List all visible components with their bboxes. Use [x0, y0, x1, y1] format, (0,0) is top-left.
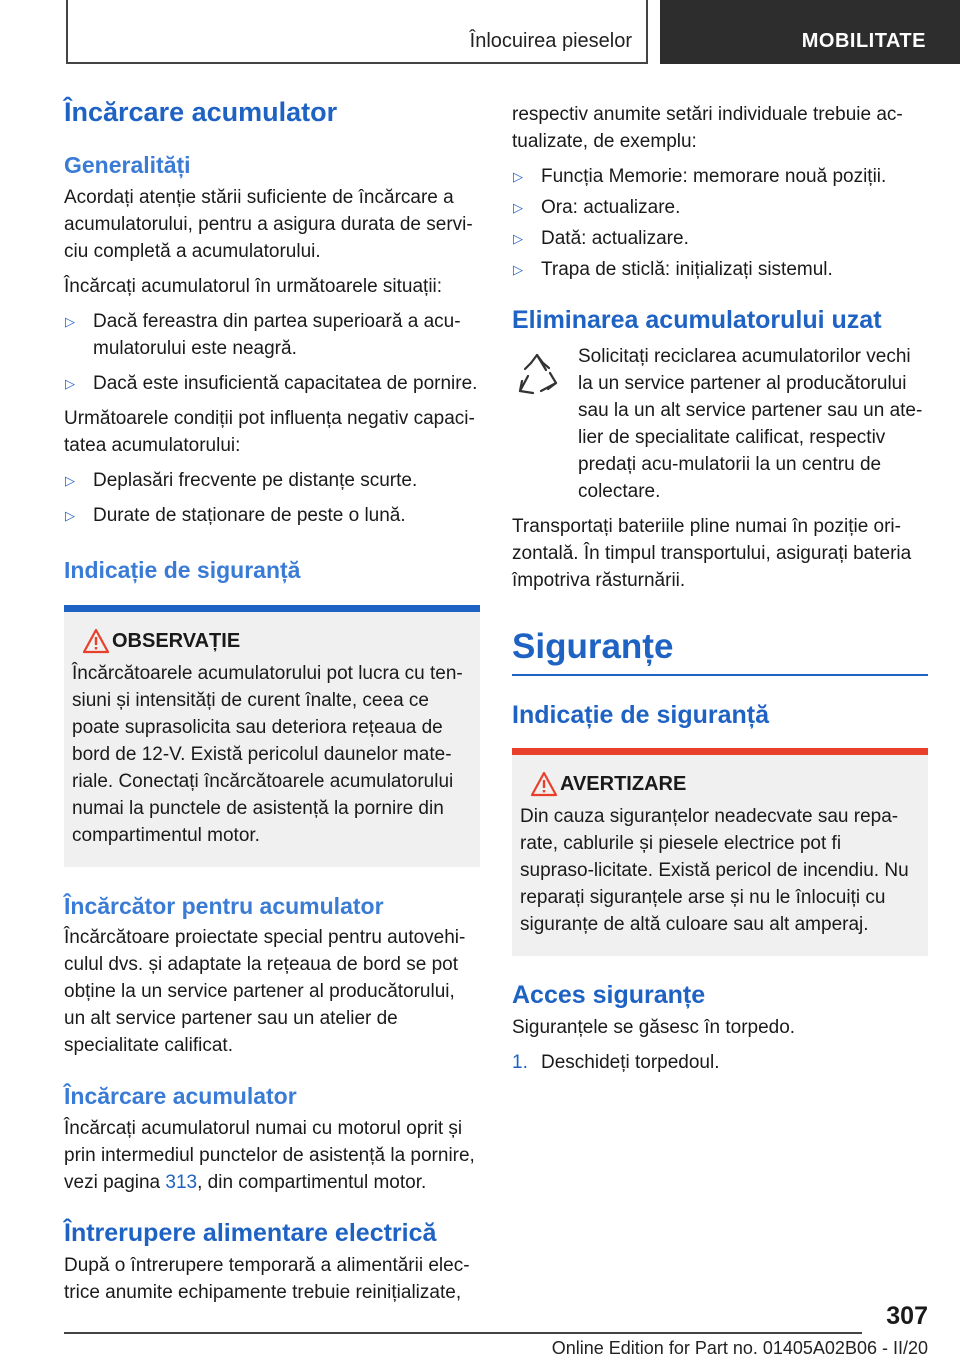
warning-triangle-icon	[530, 771, 558, 797]
step-number: 1.	[512, 1052, 528, 1073]
continued-text: respectiv anumite setări individuale trebuie ac-tualizate, de exemplu:	[512, 104, 903, 152]
list-item: ▷ Dată: actualizare.	[512, 225, 928, 252]
fuses-safety-heading: Indicație de siguranță	[512, 701, 770, 729]
charge-situations-list	[64, 308, 480, 397]
footer-rule	[64, 1332, 862, 1334]
warning-triangle-icon	[82, 628, 110, 654]
disposal-text-2: Transportați bateriile pline numai în poziție ori-zontală. În timpul transportului, asigurați bateria împotriva răsturnării.	[512, 516, 912, 591]
list-item: ▷ Dacă este insuficientă capacitatea de pornire.	[64, 370, 480, 397]
triangle-bullet-icon: ▷	[513, 231, 523, 246]
charger-heading: Încărcător pentru acumulator	[64, 892, 384, 919]
warning-box	[512, 748, 928, 956]
right-column	[512, 96, 928, 1076]
interrupt-text: După o întrerupere temporară a alimentării elec-trice anumite echipamente trebuie reinițializate,	[64, 1254, 470, 1303]
reset-settings-list	[512, 163, 928, 283]
list-item: ▷ Funcția Memorie: memorare nouă poziții.	[512, 163, 928, 190]
disposal-block	[512, 343, 928, 505]
general-heading: Generalități	[64, 152, 191, 179]
footer-edition: Online Edition for Part no. 01405A02B06 - II/20	[551, 1338, 928, 1358]
list-item: ▷ Ora: actualizare.	[512, 194, 928, 221]
interrupt-heading: Întrerupere alimentare electrică	[64, 1218, 437, 1247]
triangle-bullet-icon: ▷	[65, 375, 75, 391]
left-column	[64, 96, 480, 1306]
note-box-title: OBSERVAȚIE	[112, 629, 241, 652]
header-section-title: Înlocuirea pieselor	[469, 30, 632, 52]
note-box-bar	[64, 605, 480, 612]
warning-box-text: Din cauza siguranțelor neadecvate sau repa-rate, cablurile și piesele electrice pot fi supraso-licitate. Există pericol de incendiu. Nu reparați siguranțele arse și nu le înlocuiți cu siguranțe de altă culoare sau alt amperaj.	[520, 806, 909, 935]
warning-box-title: AVERTIZARE	[560, 773, 687, 795]
charging-heading: Încărcare acumulator	[64, 1083, 297, 1110]
page-reference-link[interactable]: 313	[165, 1171, 198, 1193]
triangle-bullet-icon: ▷	[65, 313, 75, 329]
note-box	[64, 605, 480, 867]
disposal-heading: Eliminarea acumulatorului uzat	[512, 306, 882, 334]
header-chapter-tab	[660, 0, 960, 64]
list-item: ▷ Trapa de sticlă: inițializați sistemul.	[512, 256, 928, 283]
general-paragraph-2: Încărcați acumulatorul în următoarele situații:	[64, 275, 443, 297]
header-section-tab	[66, 0, 648, 64]
triangle-bullet-icon: ▷	[513, 169, 523, 184]
fuse-access-text: Siguranțele se găsesc în torpedo.	[512, 1017, 796, 1038]
page-header	[0, 0, 960, 66]
header-chapter-title: MOBILITATE	[801, 30, 926, 52]
triangle-bullet-icon: ▷	[65, 507, 75, 523]
charging-text: Încărcați acumulatorul numai cu motorul oprit și prin intermediul punctelor de asistență la pornire, vezi pagina 313, din compartimentul motor.	[64, 1117, 475, 1193]
page-number: 307	[886, 1302, 928, 1330]
charger-text: Încărcătoare proiectate special pentru autovehi-culul dvs. și adaptate la rețeaua de bord se pot obține la un service partener al producătorului, un alt service partener sau un atelier de specialitate calificat.	[64, 927, 466, 1057]
disposal-text-1: Solicitați reciclarea acumulatorilor vechi la un service partener al producătorului sau la un alt service partener sau un ate-lier de specialitate calificat, respectiv predați acu-mulatorii la un centru de colectare.	[578, 346, 923, 502]
recycle-icon	[512, 351, 562, 401]
general-paragraph-3: Următoarele condiții pot influența negativ capaci-tatea acumulatorului:	[64, 407, 475, 456]
list-item: ▷ Dacă fereastra din partea superioară a acu-mulatorului este neagră.	[64, 308, 480, 362]
battery-charging-title: Încărcare acumulator	[64, 97, 338, 127]
list-item: 1. Deschideți torpedoul.	[512, 1049, 928, 1076]
triangle-bullet-icon: ▷	[513, 200, 523, 215]
triangle-bullet-icon: ▷	[65, 472, 75, 488]
fuse-access-heading: Acces siguranțe	[512, 981, 706, 1009]
fuses-title-rule	[512, 674, 928, 676]
warning-box-bar	[512, 748, 928, 755]
fuses-title: Siguranțe	[512, 627, 674, 666]
safety-heading: Indicație de siguranță	[64, 556, 301, 583]
list-item: ▷ Durate de staționare de peste o lună.	[64, 502, 480, 529]
list-item: ▷ Deplasări frecvente pe distanțe scurte.	[64, 467, 480, 494]
fuse-access-steps	[512, 1049, 928, 1076]
note-box-text: Încărcătoarele acumulatorului pot lucra cu ten-siuni și intensități de curent înalte, ceea ce poate suprasolicita sau deteriora rețeaua de bord de 12-V. Există pericolul daunelor mate-riale. Conectați încărcătoarele acumulatorului numai la punctele de asistență la pornire din compartimentul motor.	[72, 662, 463, 846]
negative-conditions-list	[64, 467, 480, 529]
triangle-bullet-icon: ▷	[513, 262, 523, 277]
general-paragraph-1: Acordați atenție stării suficiente de încărcare a acumulatorului, pentru a asigura durata de servi-ciu completă a acumulatorului.	[64, 186, 473, 262]
